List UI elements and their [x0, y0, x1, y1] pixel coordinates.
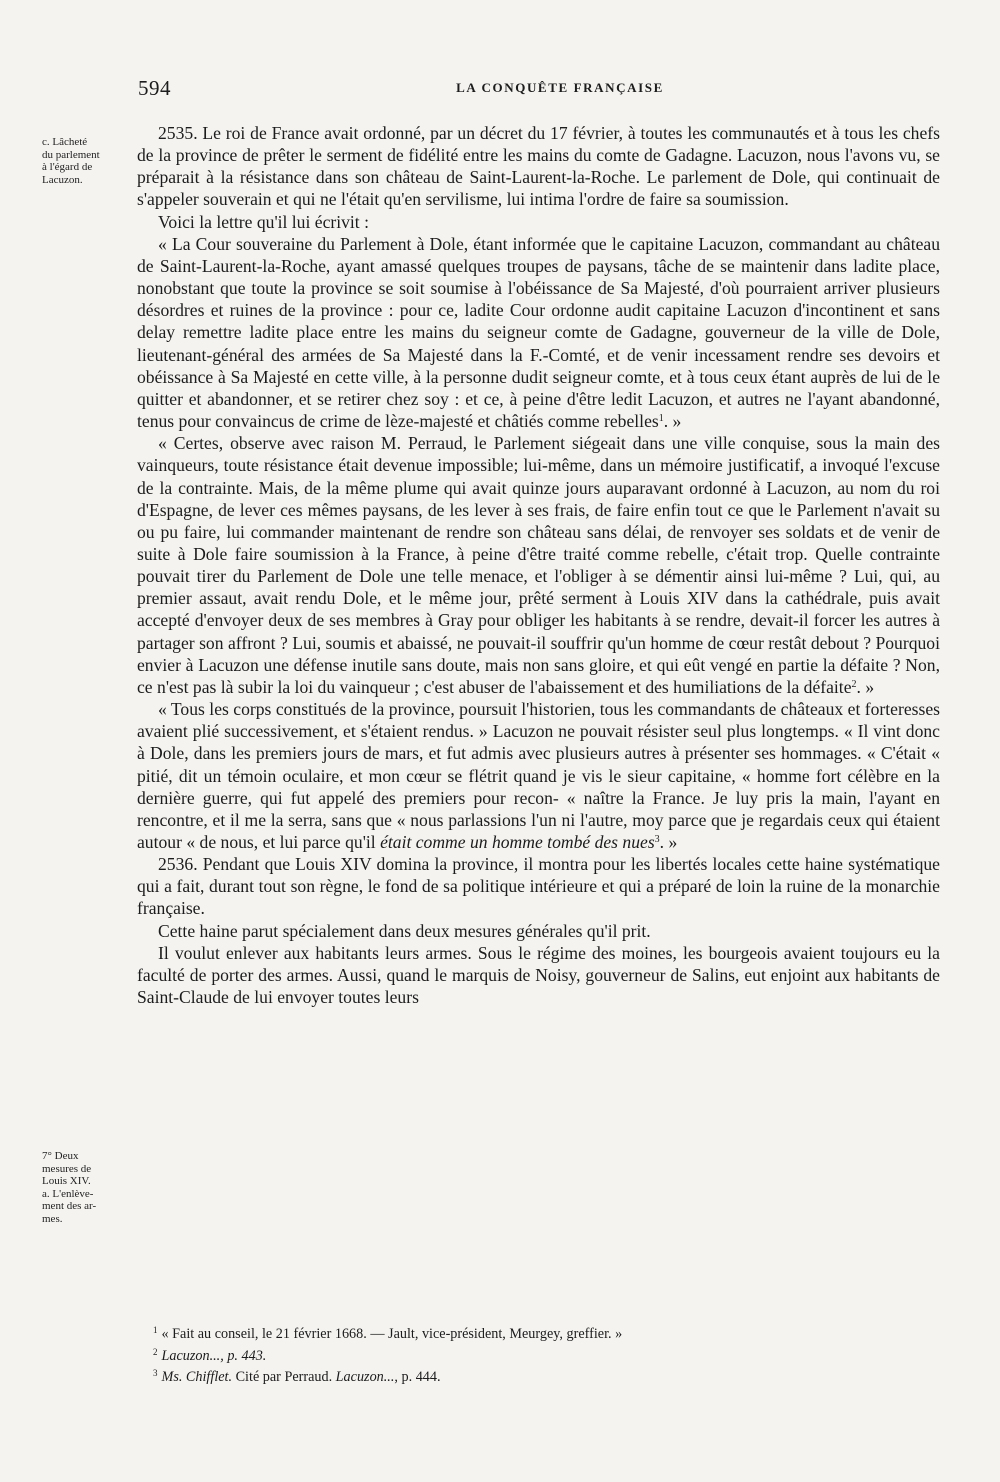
margin-note-line: a. L'enlève-	[42, 1187, 94, 1200]
paragraph-2536: 2536. Pendant que Louis XIV domina la province, il montra pour les libertés locales cette haine systématique qui a fait, durant tout son règne, le fond de sa politique intérieure et qui a préparé de loin la ruine de la monarchie française.	[137, 854, 940, 919]
footnote-page: , p. 444.	[394, 1369, 441, 1385]
paragraph-2535: 2535. Le roi de France avait ordonné, par un décret du 17 février, à toutes les communautés et à tous les chefs de la province de prêter le serment de fidélité entre les mains du comte de Gadagne. Lacuzon, nous l'avons vu, se préparait à la résistance dans son château de Saint-Laurent-la-Roche. Le parlement de Dole, qui continuait de s'appeler souverain et qui ne l'était qu'en servilisme, lui intima l'ordre de faire sa soumission.	[137, 123, 940, 210]
paragraph-perraud	[137, 432, 940, 698]
footnote-source: Ms. Chifflet.	[161, 1369, 233, 1385]
show-through-left-1	[40, 345, 130, 465]
margin-note-line: du parlement	[42, 148, 100, 161]
footnote-ref-2: 2	[851, 678, 857, 690]
quote-close: . »	[663, 411, 682, 432]
footnote-title: Lacuzon...	[335, 1369, 395, 1385]
footnote-text: Lacuzon..., p. 443.	[161, 1347, 267, 1364]
margin-note-line: c. Lâcheté	[42, 136, 88, 148]
running-title: LA CONQUÊTE FRANÇAISE	[456, 80, 664, 95]
running-head	[0, 76, 1000, 102]
paragraph-cette-haine: Cette haine parut spécialement dans deux mesures générales qu'il prit.	[158, 920, 651, 941]
page-number: 594	[138, 76, 171, 100]
footnote-number: 3	[153, 1368, 158, 1378]
quote-close: . »	[659, 832, 678, 852]
paragraph-armes: Il voulut enlever aux habitants leurs armes. Sous le régime des moines, les bourgeois avaient toujours eu la faculté de porter des armes. Aussi, quand le marquis de Noisy, gouverneur de Salins, eut enjoint aux habitants de Saint-Claude de lui envoyer toutes leurs	[137, 942, 940, 1008]
letter-text: « La Cour souveraine du Parlement à Dole, étant informée que le capitaine Lacuzon, commandant au château de Saint-Laurent-la-Roche, ayant amassé quelques troupes de paysans, tâche de se maintenir dans ladite place, nonobstant que toute la province se soit soumise à l'obéissance de Sa Majesté, d'où pourraient arriver plusieurs désordres et ruines de la province : pour ce, ladite Cour ordonne audit capitaine Lacuzon d'incontinent et sans delay remettre ladite place entre les mains du seigneur comte de Gadagne, gouverneur de la ville de Dole, lieutenant-général des armées de Sa Majesté dans la F.-Comté, et de venir incessament rendre ses devoirs et obéissance à Sa Majesté en cette ville, à la personne dudit seigneur comte, et à tous ceux étant auprès de lui de le quitter et abandonner, et se retirer chez soy : et ce, à peine d'être ledit Lacuzon, et autres ne l'ayant abandonné, tenus pour convaincus de crime de lèze-majesté et châtiés comme rebelles	[137, 233, 940, 432]
margin-note-lachete	[42, 136, 132, 186]
footnote-ref-3: 3	[654, 834, 660, 845]
footnote-text: « Fait au conseil, le 21 février 1668. — Jault, vice-président, Meurgey, greffier. »	[161, 1326, 623, 1342]
perraud-text: « Certes, observe avec raison M. Perraud, le Parlement siégeait dans une ville conquise, sous la main des vainqueurs, toute résistance était devenue impossible; lui-même, dans un mémoire justificatif, a invoqué l'excuse de la contrainte. Mais, de la même plume qui avait quinze jours auparavant ordonné à Lacuzon, au nom du roi d'Espagne, de lever ces mêmes paysans, de les lever à ses frais, de faire enfin tout ce que le Parlement n'avait su ou pu faire, lui commander maintenant de rendre son château sans délai, de renvoyer ses soldats et de venir de suite à Dole faire soumission à la France, à peine d'être traité comme rebelle, c'était trop. Quelle contrainte pouvait tirer du Parlement de Dole une telle menace, et l'obliger à se démentir ainsi lui-même ? Lui, qui, au premier assaut, avait rendu Dole, et le même jour, prêté serment à Louis XIV dans la cathédrale, puis avait accepté d'envoyer deux de ses membres à Gray pour obliger les habitants à se rendre, devait-il forcer les autres à partager son affront ? Lui, soumis et abaissé, ne pouvait-il souffrir qu'un homme de cœur restât debout ? Pourquoi envier à Lacuzon une défense inutile sans doute, mais non sans gloire, et qui eût vengé en partie la défaite ? Non, ce n'est pas là subir la loi du vainqueur ; c'est abuser de l'abaissement et des humiliations de la défaite	[137, 433, 940, 697]
paragraph-letter-quote	[137, 233, 940, 432]
corps-text: « Tous les corps constitués de la province, poursuit l'historien, tous les commandants de châteaux et forteresses avaient plié successivement, et s'étaient rendus. » Lacuzon ne pouvait résister seul plus longtemps. « Il vint donc à Dole, dans les premiers jours de mars, et fut admis avec plusieurs autres à présenter ses hommages. « C'était « pitié, dit un témoin oculaire, et mon cœur se flétrit quand je vis le sieur capitaine, « homme fort célèbre en la dernière guerre, qui fut appelé des premiers pour recon- « naître la France. Je luy pris la main, l'ayant en rencontre, et il me la serra, sans que « nous parlassions l'un ni l'autre, moy parce que je regardais ceux qui étaient autour « de nous, et lui parce qu'il	[137, 699, 940, 852]
margin-note-line: 7° Deux	[42, 1150, 79, 1162]
quote-close: . »	[856, 676, 875, 697]
footnote-ref-1: 1	[658, 413, 664, 425]
footnote-3	[153, 1365, 940, 1387]
footnote-2	[153, 1344, 940, 1366]
footnote-1	[153, 1322, 940, 1344]
paragraph-corps-constitues	[137, 698, 940, 853]
margin-note-line: ment des ar-	[42, 1200, 97, 1212]
margin-note-line: Louis XIV.	[42, 1175, 91, 1187]
margin-note-deux-mesures	[42, 1150, 132, 1225]
margin-note-line: à l'égard de	[42, 161, 93, 173]
paragraph-intro-letter: Voici la lettre qu'il lui écrivit :	[158, 211, 369, 232]
italic-quote: était comme un homme tombé des nues	[380, 832, 655, 852]
body-text	[137, 122, 940, 1008]
footnote-number: 1	[153, 1325, 158, 1335]
margin-note-line: mes.	[42, 1212, 63, 1225]
footnotes	[137, 1322, 940, 1387]
margin-note-line: Lacuzon.	[42, 173, 83, 186]
footnote-number: 2	[153, 1346, 158, 1357]
footnote-text: Cité par Perraud.	[232, 1369, 336, 1385]
margin-note-line: mesures de	[42, 1162, 92, 1175]
